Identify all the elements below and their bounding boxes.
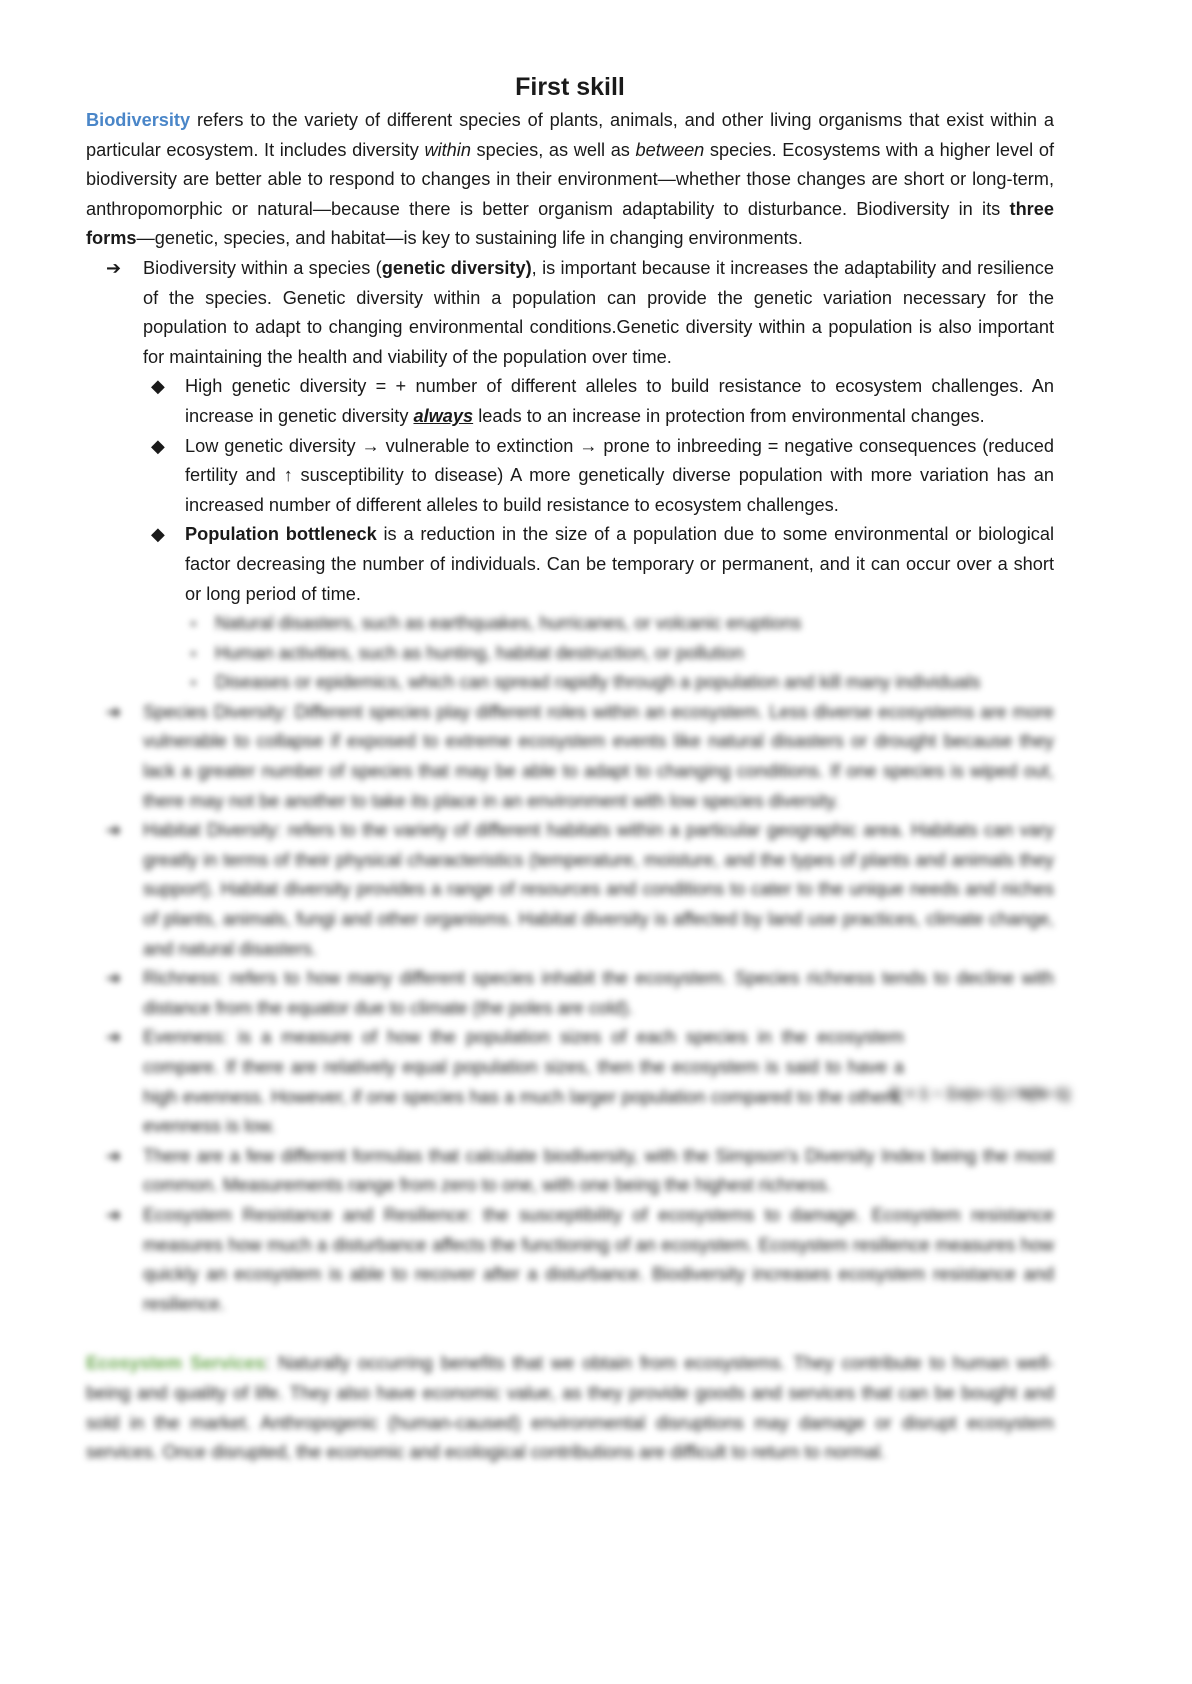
list-item-habitat-diversity xyxy=(86,816,1054,964)
blurred-paragraph: There are a few different formulas that calculate biodiversity, with the Simpson's Diversity Index being the most common. Measurements range from zero to one, with one being the highest richness. xyxy=(143,1145,1054,1196)
diamond-bullet-icon: ◆ xyxy=(151,435,165,456)
intro-between: between xyxy=(635,139,705,160)
main-list xyxy=(86,254,1070,1319)
intro-text-2: species, as well as xyxy=(470,139,636,160)
list-item-bottleneck xyxy=(143,520,1054,698)
intro-three-forms: three forms xyxy=(86,198,1054,249)
page-title: First skill xyxy=(515,73,625,101)
genetic-text-2: , is important because it increases the adaptability and resilience of the species. Genetic diversity within a population can provide the genetic variation necessary for the population to adapt to changing environmental conditions.Genetic diversity within a population is also important for maintaining the health and viability of the population over time. xyxy=(143,257,1054,367)
services-paragraph xyxy=(86,1349,1054,1467)
arrow-bullet-icon: ➔ xyxy=(106,257,122,278)
high-text-1: High genetic diversity = + number of different alleles to build resistance to ecosystem challenges. An increase in genetic diversity xyxy=(185,376,1054,426)
spacer xyxy=(86,1319,1054,1349)
term-biodiversity: Biodiversity xyxy=(86,110,191,130)
intro-within: within xyxy=(424,139,471,160)
cause-text: Diseases or epidemics, which can spread rapidly through a population and kill many individuals xyxy=(215,672,981,693)
genetic-text-1: Biodiversity within a species ( xyxy=(143,257,382,278)
term-ecosystem-services: Ecosystem Services xyxy=(86,1353,265,1374)
list-item-species-diversity xyxy=(86,698,1054,816)
square-bullet-icon: ▪ xyxy=(191,674,196,691)
arrow-bullet-icon: ➔ xyxy=(106,701,122,722)
arrow-bullet-icon: ➔ xyxy=(106,1027,122,1048)
list-item-low xyxy=(143,432,1054,521)
genetic-bold: genetic diversity) xyxy=(381,257,532,278)
square-bullet-icon: ▪ xyxy=(191,644,196,661)
arrow-bullet-icon: ➔ xyxy=(106,968,122,989)
simpson-formula: D = 1 − Σn(n−1) / N(N−1) xyxy=(889,1086,1070,1104)
arrow-bullet-icon: ➔ xyxy=(106,1204,122,1225)
list-item-evenness xyxy=(86,1023,1070,1141)
high-always: always xyxy=(413,405,474,426)
blurred-paragraph: Richness: refers to how many different species inhabit the ecosystem. Species richness tends to decline with distance from the equator due to climate (the poles are cold). xyxy=(143,968,1054,1018)
list-item-cause xyxy=(185,668,1054,698)
arrow-bullet-icon: ➔ xyxy=(106,1145,122,1166)
blurred-paragraph: Species Diversity: Different species play different roles within an ecosystem. Less diverse ecosystems are more vulnerable to collapse if exposed to extreme ecosystem events like natural disasters or drought because they lack a greater number of species that may be able to adapt to changing conditions. If one species is wiped out, there may not be another to take its place in an environment with low species diversity. xyxy=(143,701,1054,811)
genetic-paragraph xyxy=(143,254,1054,372)
list-item-formulas xyxy=(86,1142,1054,1201)
low-paragraph: Low genetic diversity → vulnerable to extinction → prone to inbreeding = negative consequences (reduced fertility and ↑ susceptibility to disease) A more genetically diverse population with more variation has an increased number of different alleles to build resistance to ecosystem challenges. xyxy=(185,435,1054,515)
list-item-high xyxy=(143,372,1054,431)
bottleneck-bold: Population bottleneck xyxy=(185,524,377,545)
high-paragraph xyxy=(185,372,1054,431)
cause-text: Human activities, such as hunting, habitat destruction, or pollution xyxy=(215,642,744,663)
list-item-cause xyxy=(185,639,1054,669)
bottleneck-paragraph xyxy=(185,520,1054,609)
list-item-cause xyxy=(185,609,1054,639)
square-bullet-icon: ▪ xyxy=(191,615,196,632)
diamond-bullet-icon: ◆ xyxy=(151,524,165,545)
blurred-paragraph: Ecosystem Resistance and Resilience: the susceptibility of ecosystems to damage. Ecosystem resistance measures how much a disturbance affects the functioning of an ecosystem. Ecosystem resilience measures how quickly an ecosystem is able to recover after a disturbance. Biodiversity increases ecosystem resistance and resilience. xyxy=(143,1204,1054,1314)
intro-text-4: —genetic, species, and habitat—is key to sustaining life in changing environments. xyxy=(136,228,803,249)
services-text: : Naturally occurring benefits that we obtain from ecosystems. They contribute to human well-being and quality of life. They also have economic value, as they provide goods and services that can be bought and sold in the market. Anthropogenic (human-caused) environmental disruptions may damage or disrupt ecosystem services. Once disrupted, the economic and ecological contributions are difficult to return to normal. xyxy=(86,1353,1054,1463)
blurred-paragraph: Habitat Diversity: refers to the variety of different habitats within a particular geographic area. Habitats can vary greatly in terms of their physical characteristics (temperature, moisture, and the types of plants and animals they support). Habitat diversity provides a range of resources and conditions to cater to the unique needs and niches of plants, animals, fungi and other organisms. Habitat diversity is affected by land use practices, climate change, and natural disasters. xyxy=(143,820,1054,959)
high-text-2: leads to an increase in protection from environmental changes. xyxy=(473,405,985,426)
intro-paragraph xyxy=(86,106,1054,254)
genetic-sublist xyxy=(143,372,1054,698)
bottleneck-causes xyxy=(185,609,1054,698)
intro-text-1: refers to the variety of different species of plants, animals, and other living organisms that exist within a particular ecosystem. It includes diversity xyxy=(86,110,1054,160)
arrow-bullet-icon: ➔ xyxy=(106,820,122,841)
document-page xyxy=(86,70,1070,1468)
blurred-paragraph: Evenness: is a measure of how the population sizes of each species in the ecosystem compare. If there are relatively equal population sizes, then the ecosystem is said to have a high evenness. However, if one species has a much larger population compared to the others, evenness is low. xyxy=(143,1027,904,1137)
cause-text: Natural disasters, such as earthquakes, hurricanes, or volcanic eruptions xyxy=(215,613,802,634)
list-item-richness xyxy=(86,964,1054,1023)
list-item-resistance xyxy=(86,1201,1054,1319)
bottleneck-text: is a reduction in the size of a population due to some environmental or biological factor decreasing the number of individuals. Can be temporary or permanent, and it can occur over a short or long period of time. xyxy=(185,524,1054,604)
list-item-genetic xyxy=(86,254,1054,698)
diamond-bullet-icon: ◆ xyxy=(151,376,165,397)
intro-text-3: species. Ecosystems with a higher level of biodiversity are better able to respond to changes in their environment—whether those changes are short or long-term, anthropomorphic or natural—because there is better organism adaptability to disturbance. Biodiversity in its xyxy=(86,139,1054,219)
